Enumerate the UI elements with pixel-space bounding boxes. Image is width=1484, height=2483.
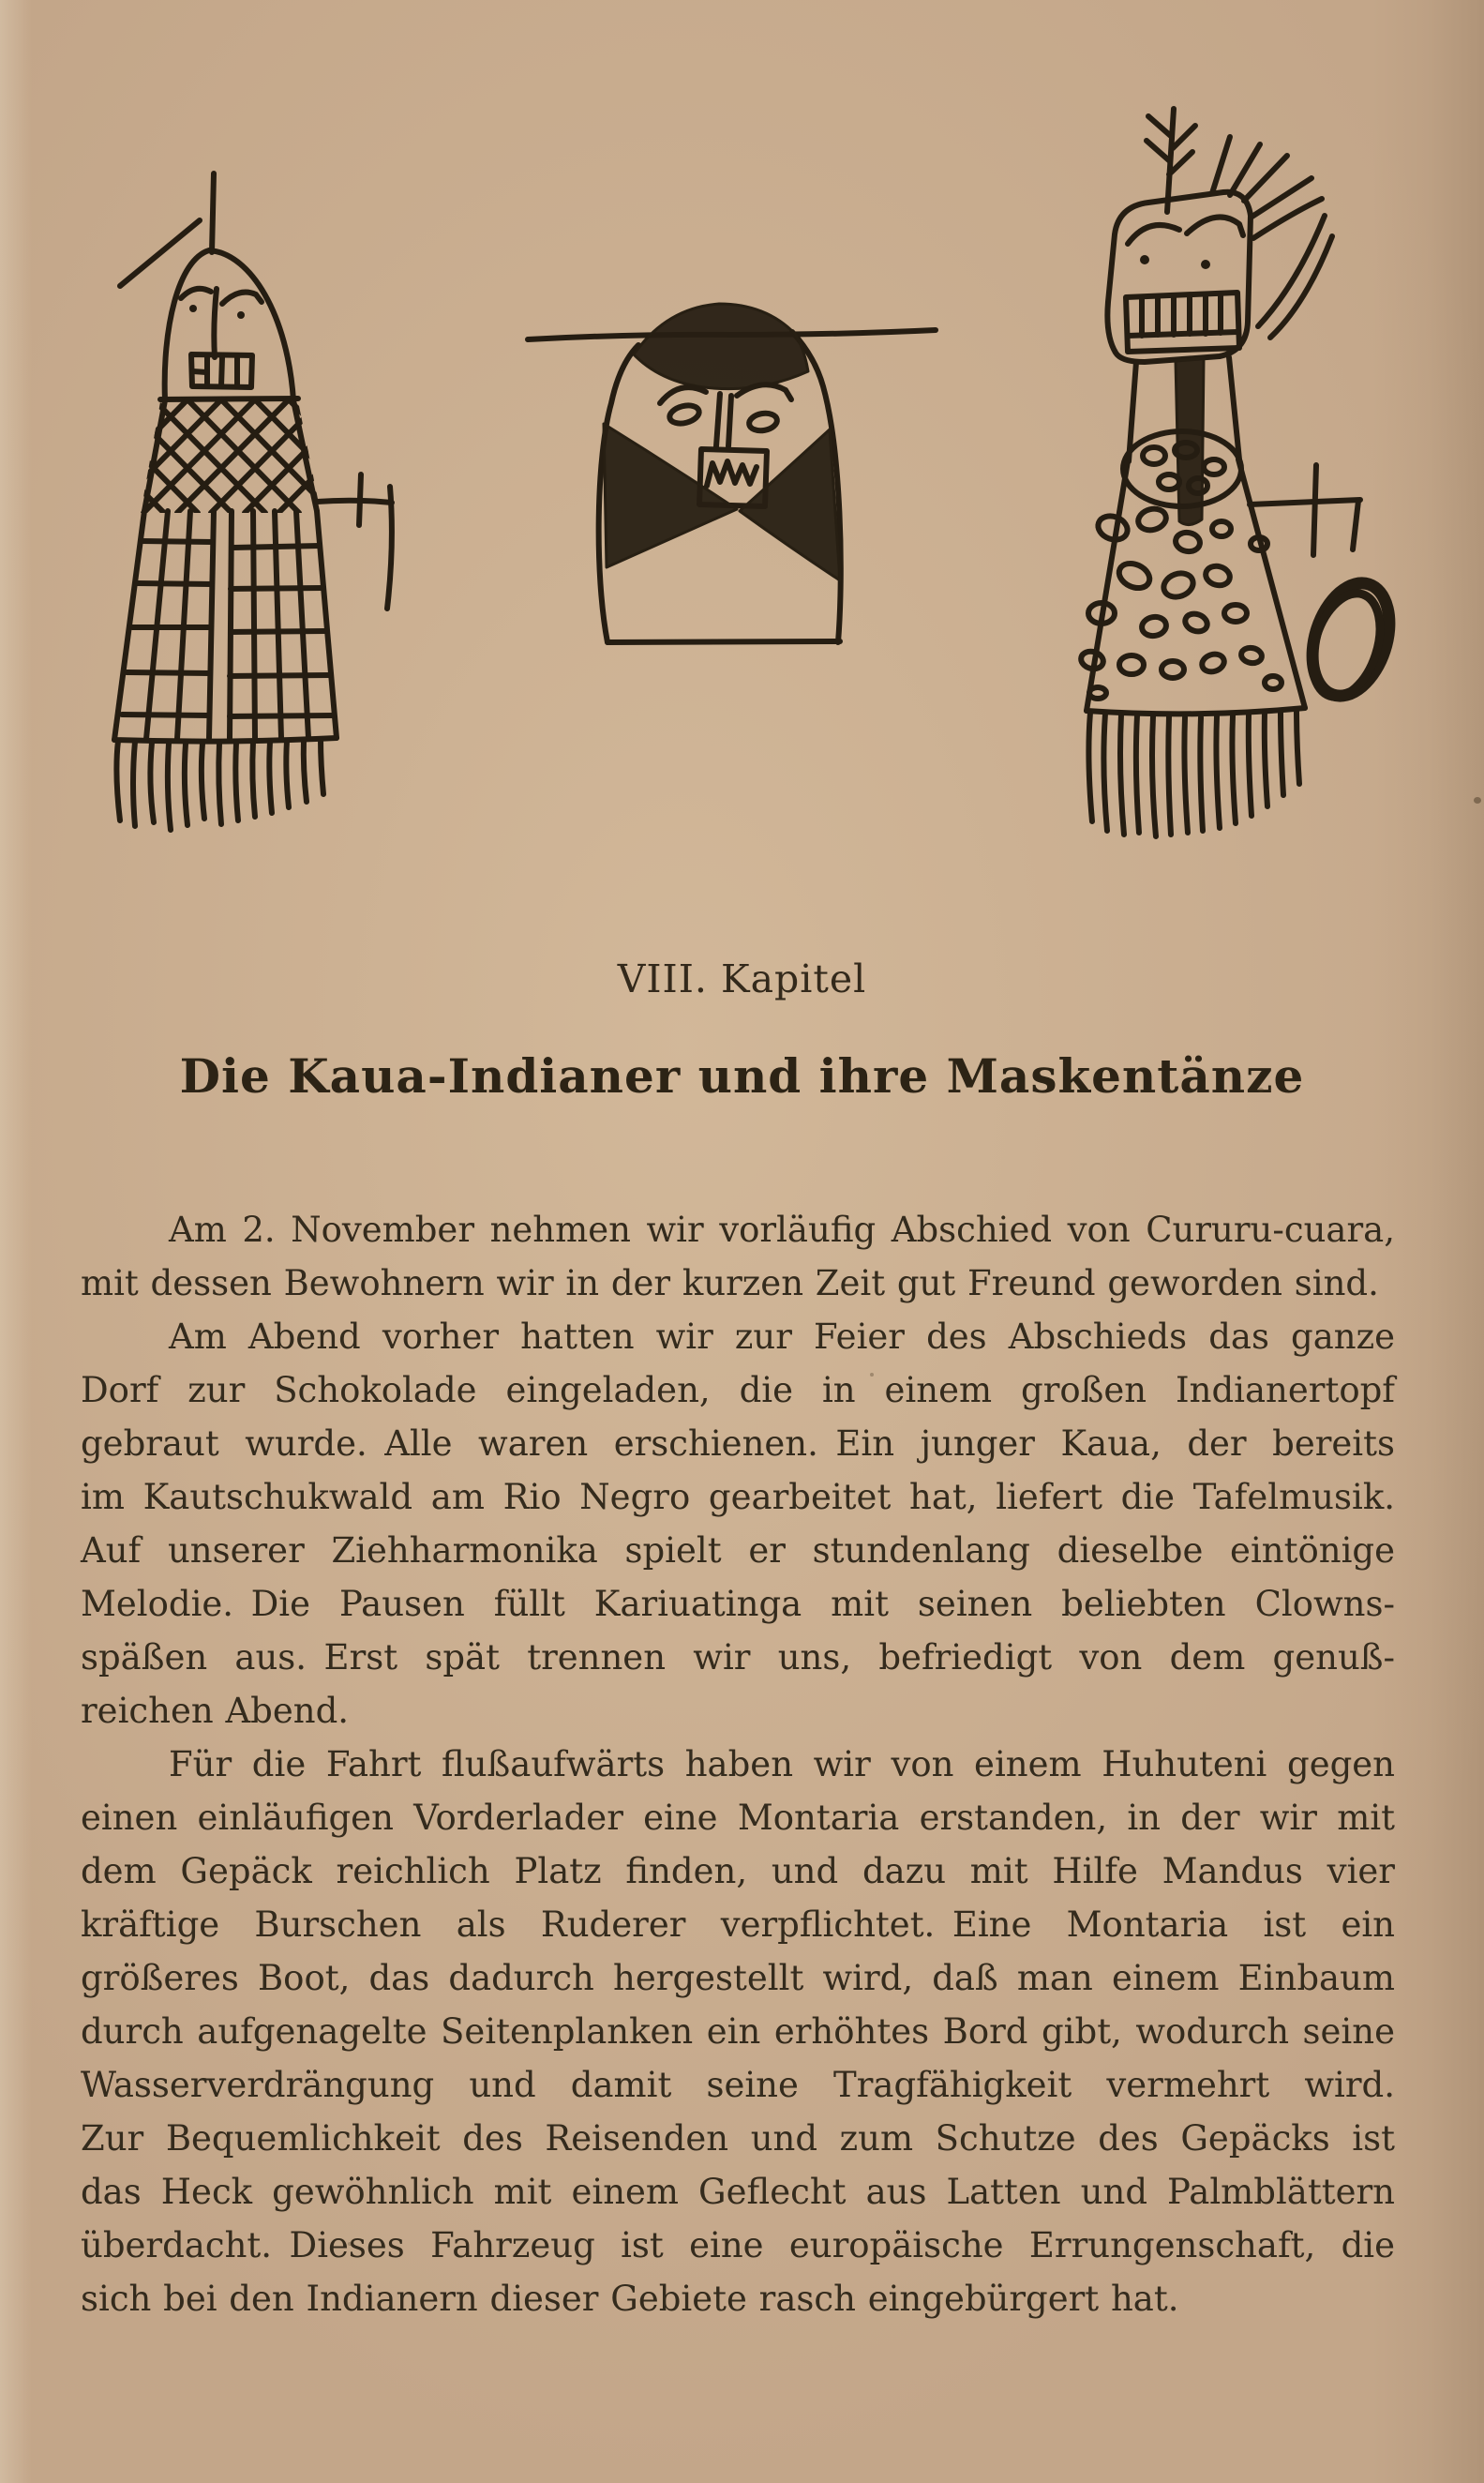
body-line: Auf unserer Ziehharmonika spielt er stundenlang dieselbe eintönige — [81, 1530, 1395, 1571]
paper-speck — [1258, 1088, 1264, 1092]
body-line: einen einläufigen Vorderlader eine Montaria erstanden, in der wir mit — [81, 1798, 1395, 1838]
paper-speck — [870, 1373, 874, 1377]
body-line: mit dessen Bewohnern wir in der kurzen Zeit gut Freund geworden sind. — [81, 1263, 1379, 1303]
body-line: größeres Boot, das dadurch hergestellt wird, daß man einem Einbaum — [81, 1958, 1395, 1998]
mask-drawing-middle-icon — [520, 293, 942, 658]
body-line: Melodie. Die Pausen füllt Kariuatinga mit seinen beliebten Clowns- — [81, 1584, 1395, 1624]
body-line: Dorf zur Schokolade eingeladen, die in einem großen Indianertopf — [81, 1370, 1395, 1410]
body-line: Für die Fahrt flußaufwärts haben wir von einem Huhuteni gegen — [169, 1744, 1395, 1784]
mask-drawing-right-icon — [1045, 101, 1420, 842]
body-line: Am 2. November nehmen wir vorläufig Abschied von Cururu-cuara, — [169, 1210, 1395, 1250]
body-line: reichen Abend. — [81, 1691, 350, 1731]
mask-drawing-left-icon — [103, 164, 412, 839]
spotted-costume-figure-with-ring — [1045, 101, 1420, 842]
body-line: sich bei den Indianern dieser Gebiete rasch eingebürgert hat. — [81, 2279, 1179, 2319]
body-line: das Heck gewöhnlich mit einem Geflecht aus Latten und Palmblättern — [81, 2172, 1395, 2212]
body-line: dem Gepäck reichlich Platz finden, und dazu mit Hilfe Mandus vier — [81, 1851, 1395, 1891]
chapter-kicker: VIII. Kapitel — [617, 956, 867, 1001]
body-line: im Kautschukwald am Rio Negro gearbeitet hat, liefert die Tafelmusik. — [81, 1477, 1395, 1517]
body-line: durch aufgenagelte Seitenplanken ein erhöhtes Bord gibt, wodurch seine — [81, 2011, 1395, 2052]
body-line: kräftige Burschen als Ruderer verpflichtet. Eine Montaria ist ein — [81, 1904, 1395, 1945]
body-line: gebraut wurde. Alle waren erschienen. Ein junger Kaua, der bereits — [81, 1423, 1395, 1464]
chapter-title: Die Kaua-Indianer und ihre Maskentänze — [179, 1048, 1305, 1104]
bowtie-face-mask — [520, 293, 942, 658]
fringed-lattice-mask-figure — [103, 164, 412, 839]
body-line: überdacht. Dieses Fahrzeug ist eine europäische Errungenschaft, die — [81, 2225, 1395, 2265]
page-body — [81, 1203, 1395, 2325]
body-line: Zur Bequemlichkeit des Reisenden und zum Schutze des Gepäcks ist — [81, 2118, 1395, 2159]
paper-speck — [1474, 797, 1481, 804]
body-line: Wasserverdrängung und damit seine Tragfähigkeit vermehrt wird. — [81, 2065, 1395, 2105]
paper-speck — [348, 2242, 352, 2246]
body-line: späßen aus. Erst spät trennen wir uns, befriedigt von dem genuß- — [81, 1637, 1395, 1678]
body-line: Am Abend vorher hatten wir zur Feier des Abschieds das ganze — [169, 1317, 1395, 1357]
